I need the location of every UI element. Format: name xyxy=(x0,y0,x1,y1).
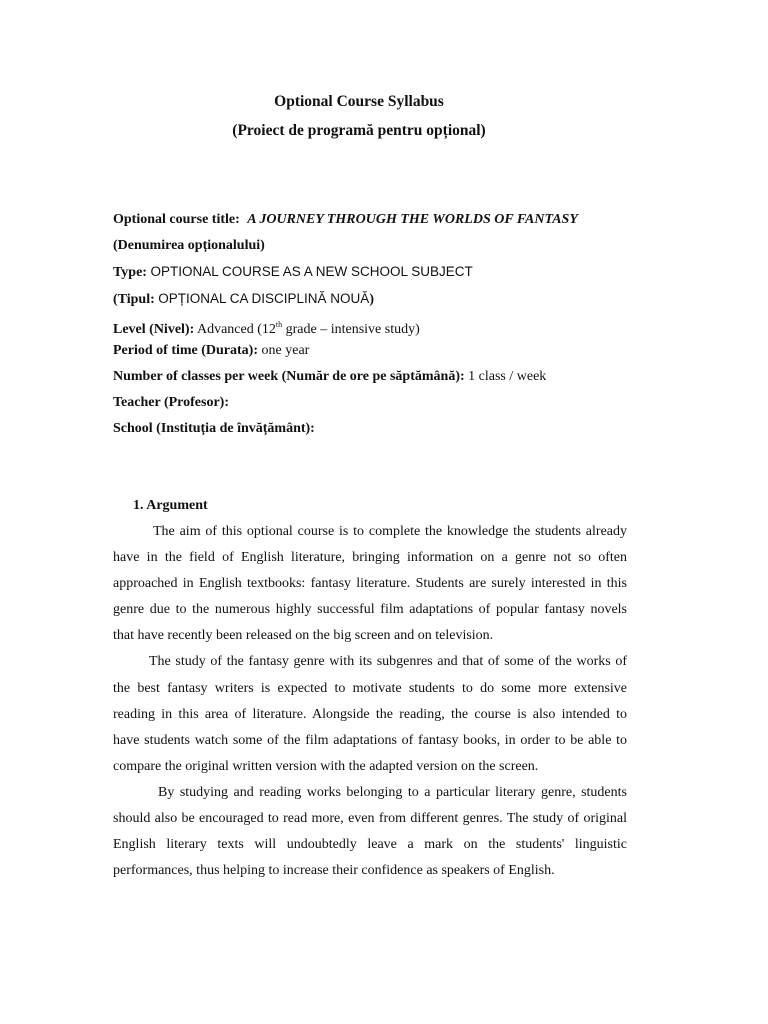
paragraph-line: compare the original written version with the adapted version on the screen. xyxy=(113,759,539,774)
period-label: Period of time (Durata): xyxy=(113,343,259,358)
paragraph-line: English literary texts will undoubtedly leave a mark on the students' linguistic xyxy=(113,837,627,852)
course-title-label: Optional course title: xyxy=(113,212,240,227)
field-type-ro xyxy=(113,290,374,309)
field-type xyxy=(113,263,473,282)
paragraph-line: The study of the fantasy genre with its subgenres and that of some of the works of xyxy=(149,654,627,669)
paragraph-line: genre due to the numerous highly successful film adaptations of popular fantasy novels xyxy=(113,602,627,617)
field-level xyxy=(113,316,420,339)
type-ro-close: ) xyxy=(369,292,374,307)
paragraph-line: approached in English textbooks: fantasy literature. Students are surely interested in this xyxy=(113,576,627,591)
course-title-value: A JOURNEY THROUGH THE WORLDS OF FANTASY xyxy=(247,212,578,227)
field-classes xyxy=(113,368,546,386)
paragraph-line: reading in this area of literature. Alongside the reading, the course is also intended to xyxy=(113,707,627,722)
level-label: Level (Nivel): xyxy=(113,322,195,337)
paragraph-line: The aim of this optional course is to complete the knowledge the students already xyxy=(153,524,627,539)
paragraph-line: performances, thus helping to increase their confidence as speakers of English. xyxy=(113,863,555,878)
paragraph-line: the best fantasy writers is expected to motivate students to do some more extensive xyxy=(113,681,627,696)
teacher-label: Teacher (Profesor): xyxy=(113,395,229,410)
period-value: one year xyxy=(261,343,310,358)
classes-value: 1 class / week xyxy=(468,369,547,384)
level-value-sup: th xyxy=(275,320,283,329)
paragraph-line: have students watch some of the film adaptations of fantasy books, in order to be able to xyxy=(113,733,627,748)
section-heading-argument: 1. Argument xyxy=(133,498,208,513)
type-ro-value: OPȚIONAL CA DISCIPLINĂ NOUĂ xyxy=(158,291,370,306)
course-title-ro-label: (Denumirea opționalului) xyxy=(113,238,265,253)
level-value-post: grade – intensive study) xyxy=(285,322,420,337)
type-ro-label: (Tipul: xyxy=(113,292,155,307)
field-period xyxy=(113,342,309,360)
field-teacher xyxy=(113,394,229,412)
field-course-title xyxy=(113,211,578,229)
paragraph-line: should also be encouraged to read more, even from different genres. The study of original xyxy=(113,811,627,826)
paragraph-line: that have recently been released on the big screen and on television. xyxy=(113,628,494,643)
classes-label: Number of classes per week (Număr de ore pe săptămână): xyxy=(113,369,465,384)
school-label: School (Instituția de învățământ): xyxy=(113,421,315,436)
paragraph-line: By studying and reading works belonging to a particular literary genre, students xyxy=(158,785,627,800)
document-subtitle: (Proiect de programă pentru opțional) xyxy=(232,122,486,139)
type-value: OPTIONAL COURSE AS A NEW SCHOOL SUBJECT xyxy=(150,264,473,279)
field-course-title-ro xyxy=(113,237,265,255)
field-school xyxy=(113,420,315,438)
document-title: Optional Course Syllabus xyxy=(274,93,444,110)
level-value xyxy=(197,322,420,337)
type-label: Type: xyxy=(113,265,147,280)
level-value-pre: Advanced (12 xyxy=(196,322,276,337)
paragraph-line: have in the field of English literature, bringing information on a genre not so often xyxy=(113,550,627,565)
